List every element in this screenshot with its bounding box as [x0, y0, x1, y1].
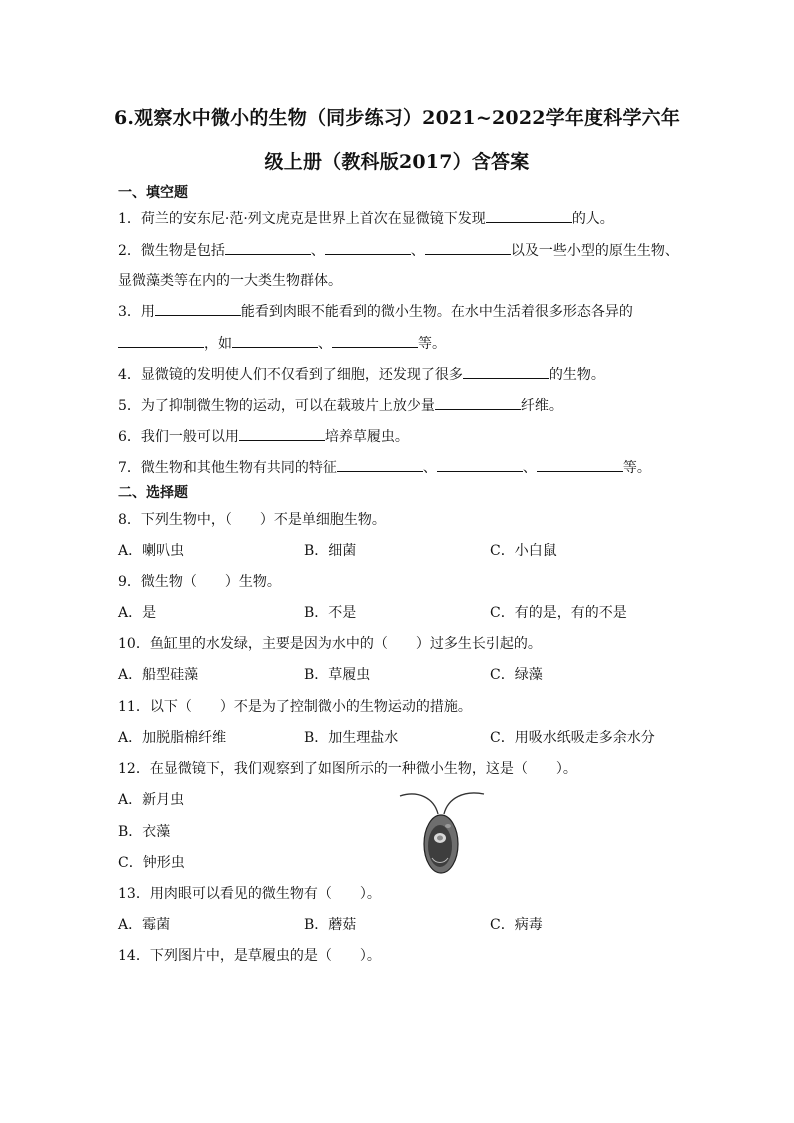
answer-blank	[437, 457, 523, 472]
q10-option-c[interactable]: C．绿藻	[490, 667, 543, 683]
q10-option-b[interactable]: B．草履虫	[304, 667, 371, 683]
question-7: 7．微生物和其他生物有共同的特征 、 、 等。	[118, 457, 651, 477]
question-6: 6．我们一般可以用 培养草履虫。	[118, 426, 409, 446]
title-line-1: 6.观察水中微小的生物（同步练习）2021~2022学年度科学六年	[113, 107, 681, 129]
question-14: 14．下列图片中，是草履虫的是（ ）。	[118, 948, 381, 964]
answer-blank	[239, 426, 325, 441]
q13-option-a[interactable]: A．霉菌	[118, 917, 171, 933]
q12-option-c[interactable]: C．钟形虫	[118, 855, 185, 871]
question-4: 4．显微镜的发明使人们不仅看到了细胞，还发现了很多 的生物。	[118, 364, 605, 384]
q8-option-a[interactable]: A．喇叭虫	[118, 543, 185, 559]
chlamydomonas-microorganism-icon	[396, 784, 488, 880]
q12-option-b[interactable]: B．衣藻	[118, 824, 171, 840]
q13-option-b[interactable]: B．蘑菇	[304, 917, 357, 933]
answer-blank	[537, 457, 623, 472]
answer-blank	[332, 333, 418, 348]
title-line-2: 级上册（教科版2017）含答案	[264, 151, 530, 173]
question-1: 1．荷兰的安东尼·范·列文虎克是世界上首次在显微镜下发现 的人。	[118, 208, 614, 228]
question-2: 2．微生物是包括 、 、 以及一些小型的原生生物、	[118, 240, 679, 260]
question-9: 9．微生物（ ）生物。	[118, 574, 281, 590]
q9-option-a[interactable]: A．是	[118, 605, 157, 621]
q11-option-c[interactable]: C．用吸水纸吸走多余水分	[490, 730, 655, 746]
q12-option-a[interactable]: A．新月虫	[118, 792, 185, 808]
answer-blank	[435, 395, 521, 410]
q8-option-b[interactable]: B．细菌	[304, 543, 357, 559]
q10-option-a[interactable]: A．船型硅藻	[118, 667, 199, 683]
answer-blank	[325, 240, 411, 255]
answer-blank	[225, 240, 311, 255]
question-8: 8．下列生物中，（ ）不是单细胞生物。	[118, 512, 386, 528]
question-10: 10．鱼缸里的水发绿，主要是因为水中的（ ）过多生长引起的。	[118, 636, 542, 652]
section-heading-fill-blank: 一、填空题	[118, 185, 188, 201]
question-3: 3．用 能看到肉眼不能看到的微小生物。在水中生活着很多形态各异的	[118, 301, 633, 321]
section-heading-multiple-choice: 二、选择题	[118, 485, 188, 501]
answer-blank	[463, 364, 549, 379]
answer-blank	[337, 457, 423, 472]
q11-option-b[interactable]: B．加生理盐水	[304, 730, 399, 746]
answer-blank	[118, 333, 204, 348]
answer-blank	[486, 208, 572, 223]
answer-blank	[155, 301, 241, 316]
question-12: 12．在显微镜下，我们观察到了如图所示的一种微小生物，这是（ ）。	[118, 761, 577, 777]
q11-option-a[interactable]: A．加脱脂棉纤维	[118, 730, 227, 746]
q13-option-c[interactable]: C．病毒	[490, 917, 543, 933]
q9-option-c[interactable]: C．有的是，有的不是	[490, 605, 627, 621]
question-3-line-2: ，如 、 等。	[118, 333, 446, 353]
answer-blank	[425, 240, 511, 255]
q9-option-b[interactable]: B．不是	[304, 605, 357, 621]
question-13: 13．用肉眼可以看见的微生物有（ ）。	[118, 886, 381, 902]
q8-option-c[interactable]: C．小白鼠	[490, 543, 557, 559]
answer-blank	[232, 333, 318, 348]
question-11: 11．以下（ ）不是为了控制微小的生物运动的措施。	[118, 699, 472, 715]
question-2-line-2: 显微藻类等在内的一大类生物群体。	[118, 273, 342, 289]
question-5: 5．为了抑制微生物的运动，可以在载玻片上放少量 纤维。	[118, 395, 563, 415]
